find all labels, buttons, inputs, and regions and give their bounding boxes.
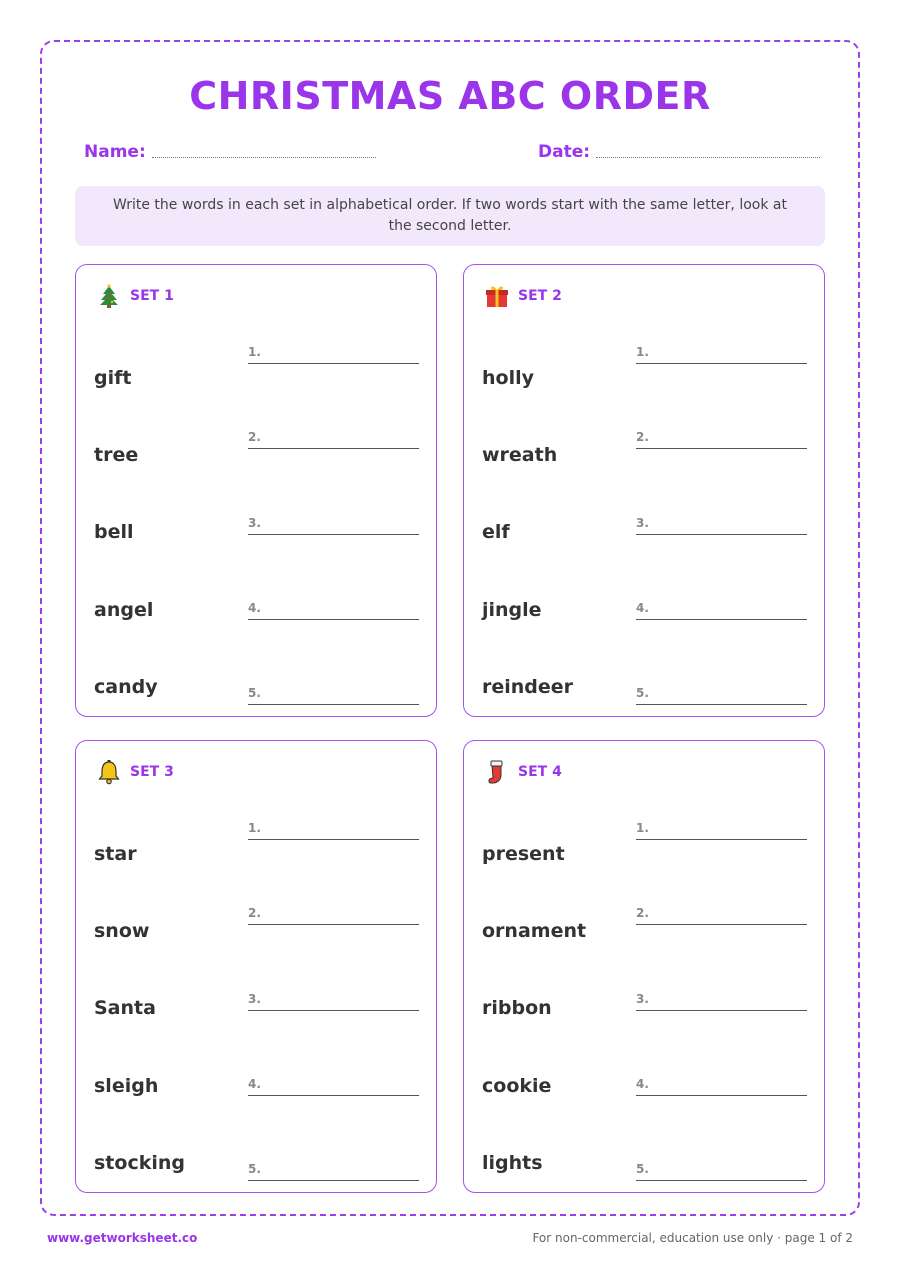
- answer-number: 5.: [248, 686, 261, 700]
- word: star: [94, 843, 137, 865]
- set-card-3: [75, 740, 437, 1193]
- date-label: Date:: [538, 142, 591, 162]
- word: holly: [482, 367, 534, 389]
- set-title: SET 1: [130, 288, 174, 304]
- answer-number: 1.: [636, 821, 649, 835]
- word: elf: [482, 521, 510, 543]
- answer-number: 4.: [248, 601, 261, 615]
- answer-line[interactable]: [636, 904, 807, 925]
- answer-number: 2.: [636, 430, 649, 444]
- answer-line[interactable]: [636, 684, 807, 705]
- name-line[interactable]: [152, 156, 376, 158]
- answer-number: 2.: [248, 906, 261, 920]
- answer-line[interactable]: [248, 599, 419, 620]
- answer-line[interactable]: [636, 819, 807, 840]
- answer-number: 5.: [636, 1162, 649, 1176]
- word: gift: [94, 367, 132, 389]
- date-line[interactable]: [596, 156, 820, 158]
- worksheet-title: CHRISTMAS ABC ORDER: [189, 74, 711, 118]
- answer-line[interactable]: [248, 1160, 419, 1181]
- word: jingle: [482, 599, 542, 621]
- answer-line[interactable]: [636, 1075, 807, 1096]
- answer-number: 1.: [636, 345, 649, 359]
- footer-note: For non-commercial, education use only · page 1 of 2: [532, 1231, 853, 1245]
- date-field[interactable]: [538, 142, 820, 162]
- answer-number: 4.: [248, 1077, 261, 1091]
- answer-line[interactable]: [636, 343, 807, 364]
- word: ornament: [482, 920, 587, 942]
- word: ribbon: [482, 997, 552, 1019]
- word: present: [482, 843, 565, 865]
- name-label: Name:: [84, 142, 146, 162]
- name-field[interactable]: [84, 142, 376, 162]
- answer-number: 4.: [636, 601, 649, 615]
- word: snow: [94, 920, 150, 942]
- word: reindeer: [482, 676, 574, 698]
- set-card-1: [75, 264, 437, 717]
- answer-number: 5.: [636, 686, 649, 700]
- answer-number: 2.: [248, 430, 261, 444]
- word: sleigh: [94, 1075, 159, 1097]
- answer-line[interactable]: [636, 1160, 807, 1181]
- answer-line[interactable]: [636, 599, 807, 620]
- word: tree: [94, 444, 139, 466]
- answer-number: 3.: [248, 992, 261, 1006]
- answer-line[interactable]: [248, 514, 419, 535]
- answer-line[interactable]: [636, 990, 807, 1011]
- website-link[interactable]: www.getworksheet.co: [47, 1231, 198, 1245]
- set-card-2: [463, 264, 825, 717]
- answer-number: 3.: [248, 516, 261, 530]
- word: bell: [94, 521, 134, 543]
- word: angel: [94, 599, 154, 621]
- answer-line[interactable]: [248, 343, 419, 364]
- bell-icon: [96, 759, 122, 785]
- answer-number: 1.: [248, 345, 261, 359]
- answer-line[interactable]: [248, 904, 419, 925]
- answer-number: 2.: [636, 906, 649, 920]
- word: stocking: [94, 1152, 185, 1174]
- instructions-text: Write the words in each set in alphabetical order. If two words start with the same letter, look at the second letter.: [113, 197, 787, 234]
- answer-line[interactable]: [248, 1075, 419, 1096]
- answer-line[interactable]: [248, 684, 419, 705]
- answer-number: 1.: [248, 821, 261, 835]
- word: cookie: [482, 1075, 552, 1097]
- answer-line[interactable]: [248, 819, 419, 840]
- word: candy: [94, 676, 158, 698]
- answer-line[interactable]: [248, 990, 419, 1011]
- answer-line[interactable]: [636, 428, 807, 449]
- set-title: SET 4: [518, 764, 562, 780]
- answer-number: 3.: [636, 516, 649, 530]
- answer-number: 3.: [636, 992, 649, 1006]
- gift-box-icon: [484, 283, 510, 309]
- set-card-4: [463, 740, 825, 1193]
- answer-number: 4.: [636, 1077, 649, 1091]
- word: Santa: [94, 997, 156, 1019]
- instructions-box: [75, 186, 825, 246]
- word: wreath: [482, 444, 558, 466]
- word: lights: [482, 1152, 543, 1174]
- answer-line[interactable]: [636, 514, 807, 535]
- answer-number: 5.: [248, 1162, 261, 1176]
- christmas-tree-icon: [96, 283, 122, 309]
- stocking-icon: [484, 759, 510, 785]
- answer-line[interactable]: [248, 428, 419, 449]
- set-title: SET 3: [130, 764, 174, 780]
- set-title: SET 2: [518, 288, 562, 304]
